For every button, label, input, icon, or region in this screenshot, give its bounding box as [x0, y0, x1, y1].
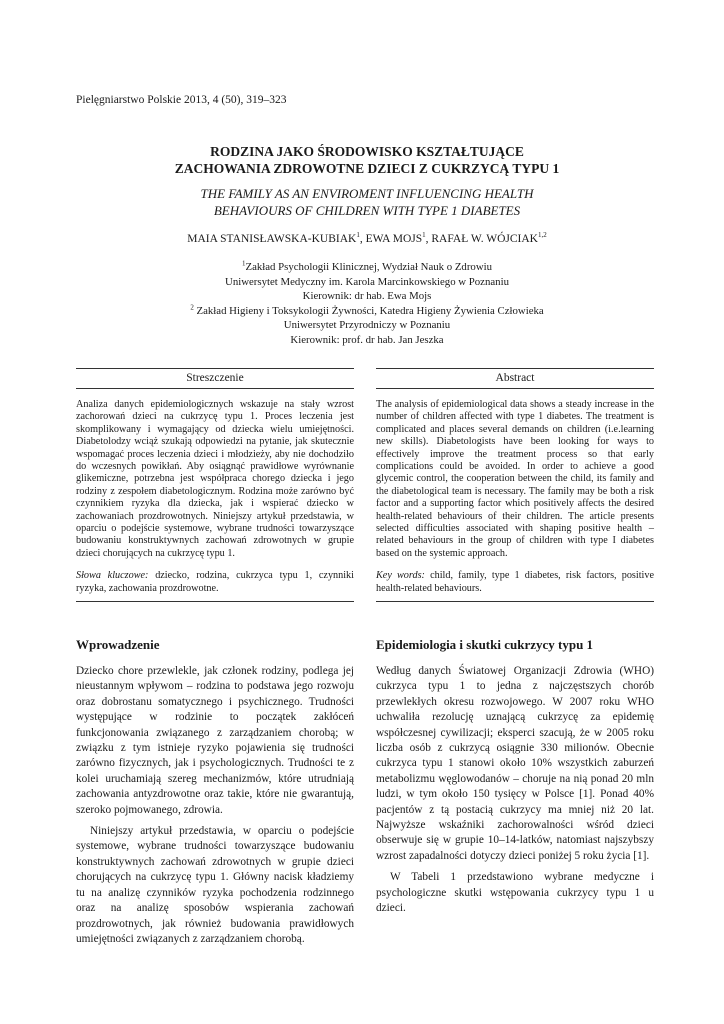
abstract-polish-text: Analiza danych epidemiologicznych wskazuje na stały wzrost zachorowań dzieci na cukrzycę typu 1. Proces leczenia jest skomplikowany i wymagający od dziecka wielu umiejętności. Diabetolodzy wciąż szukają odpowiedzi na pytanie, jak skutecznie wspomagać proces leczenia dzieci i młodzieży, aby nie dochodziło do wczesnych powikłań. Aby osiągnąć prawidłowe wyrównanie glikemiczne, potrzebna jest współpraca chorego dziecka i jego rodziny z zespołem diabetologicznym. Rodzina może zarówno być czynnikiem ryzyka dla dziecka, jak i wspierać dziecko w zachowaniach prozdrowotnych. Niniejszy artykuł przedstawia, w oparciu o podejście systemowe, wybrane trudności towarzyszące budowaniu konstruktywnych zachowań zdrowotnych w grupie dzieci chorujących na cukrzycę typu 1.: [76, 399, 354, 559]
journal-reference: Pielęgniarstwo Polskie 2013, 4 (50), 319–323: [76, 94, 287, 106]
affiliation-marker-1: 1: [241, 259, 246, 268]
author-2: EWA MOJS: [365, 233, 423, 245]
abstract-divider: [76, 601, 354, 602]
keywords-label: Słowa kluczowe:: [76, 570, 149, 582]
keywords-english: [376, 570, 654, 595]
keywords-polish: [76, 570, 354, 595]
affiliation-marker-2: 2: [190, 302, 194, 311]
title-en-line-1: THE FAMILY AS AN ENVIROMENT INFLUENCING HEALTH: [200, 186, 534, 201]
article-title-polish: [76, 143, 658, 177]
affiliations: [76, 260, 658, 347]
title-en-line-2: BEHAVIOURS OF CHILDREN WITH TYPE 1 DIABETES: [213, 203, 521, 218]
author-list: [76, 233, 658, 245]
keywords-label: Key words:: [376, 570, 425, 582]
abstract-english: [376, 368, 654, 602]
author-separator: ,: [359, 233, 366, 245]
paragraph: W Tabeli 1 przedstawiono wybrane medyczne i psychologiczne skutki wstępowania cukrzycy typu 1 u dzieci.: [376, 871, 654, 915]
title-pl-line-1: RODZINA JAKO ŚRODOWISKO KSZTAŁTUJĄCE: [210, 144, 524, 159]
affiliation-line: $^1$Zakład Psychologii Klinicznej, Wydział Nauk o Zdrowiu: [241, 259, 493, 273]
author-3-affiliation: 1,2: [537, 231, 547, 240]
abstract-english-heading: Abstract: [376, 368, 654, 389]
author-2-affiliation: 1: [422, 231, 426, 240]
keywords-text: child, family, type 1 diabetes, risk factors, positive health-related behaviours.: [376, 570, 654, 594]
article-title-english: [76, 185, 658, 219]
affiliation-line: Uniwersytet Medyczny im. Karola Marcinkowskiego w Poznaniu: [225, 275, 509, 288]
abstract-polish-heading: Streszczenie: [76, 368, 354, 389]
author-3: RAFAŁ W. WÓJCIAK: [431, 233, 538, 245]
author-separator: ,: [425, 233, 432, 245]
section-heading: Epidemiologia i skutki cukrzycy typu 1: [376, 637, 594, 652]
paragraph: Niniejszy artykuł przedstawia, w oparciu o podejście systemowe, wybrane trudności towarzyszące budowaniu konstruktywnych zachowań zdrowotnych w grupie dzieci chorujących na cukrzycę typu 1. Główny nacisk kładziemy tu na analizę czynników ryzyka pochodzenia rodzinnego oraz na analizę sposobów wspierania zachowań prozdrowotnych, jak również budowania prawidłowych umiejętności związanych z zarządzaniem chorobą.: [76, 825, 354, 945]
section-introduction: [76, 637, 354, 947]
affiliation-line: Uniwersytet Przyrodniczy w Poznaniu: [283, 319, 451, 331]
abstract-english-text: The analysis of epidemiological data shows a steady increase in the number of children affected with type 1 diabetes. The treatment is complicated and places several demands on children (i.e.learning new skills). Diabetologists have been looking for ways to effectively improve the treatment process so that early complications could be avoided. In order to achieve a good glycemic control, the cooperation between the child, its family and the diabetological team is necessary. The family may be both a risk factor and a supporting factor which positively affects the desired health-related behaviours of their children. The article presents selected difficulties associated with shaping positive health – related behaviours in the group of children with type I diabetes based on the systemic approach.: [376, 399, 654, 559]
author-1-affiliation: 1: [356, 231, 360, 240]
paragraph: Według danych Światowej Organizacji Zdrowia (WHO) cukrzyca typu 1 to jedna z najczęstszych chorób przewlekłych okresu rozwojowego. W 2007 roku WHO uchwaliła rezolucję uznającą cukrzycę za epidemię współczesnej cywilizacji; eksperci szacują, że w 2005 roku liczba osób z cukrzycą osiągnie 330 milionów. Obecnie cukrzyca typu 1 stanowi około 10% wszystkich zaburzeń metabolizmu węglowodanów – choruje na nią ponad 20 mln ludzi, w tym około 150 tysięcy w Polsce [1]. Ponad 40% pacjentów z tą postacią cukrzycy ma mniej niż 20 lat. Najwyższe wskaźniki zachorowalności wśród dzieci obserwuje się w grupie 10–14-latków, natomiast najszybszy wzrost zapadalności dotyczy dzieci poniżej 5 roku życia [1].: [376, 665, 654, 862]
affiliation-line: Kierownik: prof. dr hab. Jan Jeszka: [290, 333, 444, 346]
abstract-polish: [76, 368, 354, 602]
affiliation-line: Kierownik: dr hab. Ewa Mojs: [302, 290, 432, 302]
author-1: MAIA STANISŁAWSKA-KUBIAK: [187, 233, 357, 245]
section-heading: Wprowadzenie: [76, 637, 160, 652]
section-epidemiology: [376, 637, 654, 917]
keywords-text: dziecko, rodzina, cukrzyca typu 1, czynniki ryzyka, zachowania prozdrowotne.: [76, 570, 354, 594]
affiliation-line: $^2$ Zakład Higieny i Toksykologii Żywności, Katedra Higieny Żywienia Człowieka: [190, 302, 544, 317]
abstract-divider: [376, 601, 654, 602]
paragraph: Dziecko chore przewlekle, jak członek rodziny, podlega jej nieustannym wpływom – rodzina to podstawa jego rozwoju oraz dobrostanu somatycznego i psychicznego. Trudności występujące w rodzinie to początek zakłóceń funkcjonowania związanego z zarządzaniem chorobą; w związku z tym istnieje ryzyko pojawienia się trudności zarówno fizycznych, jak i psychologicznych. Trudności te z kolei uruchamiają szereg mechanizmów, które utrudniają zachowania antyzdrowotne oraz takie, które nie gwarantują, szeroko pojmowanego, zdrowia.: [76, 665, 354, 816]
title-pl-line-2: ZACHOWANIA ZDROWOTNE DZIECI Z CUKRZYCĄ TYPU 1: [174, 161, 560, 176]
